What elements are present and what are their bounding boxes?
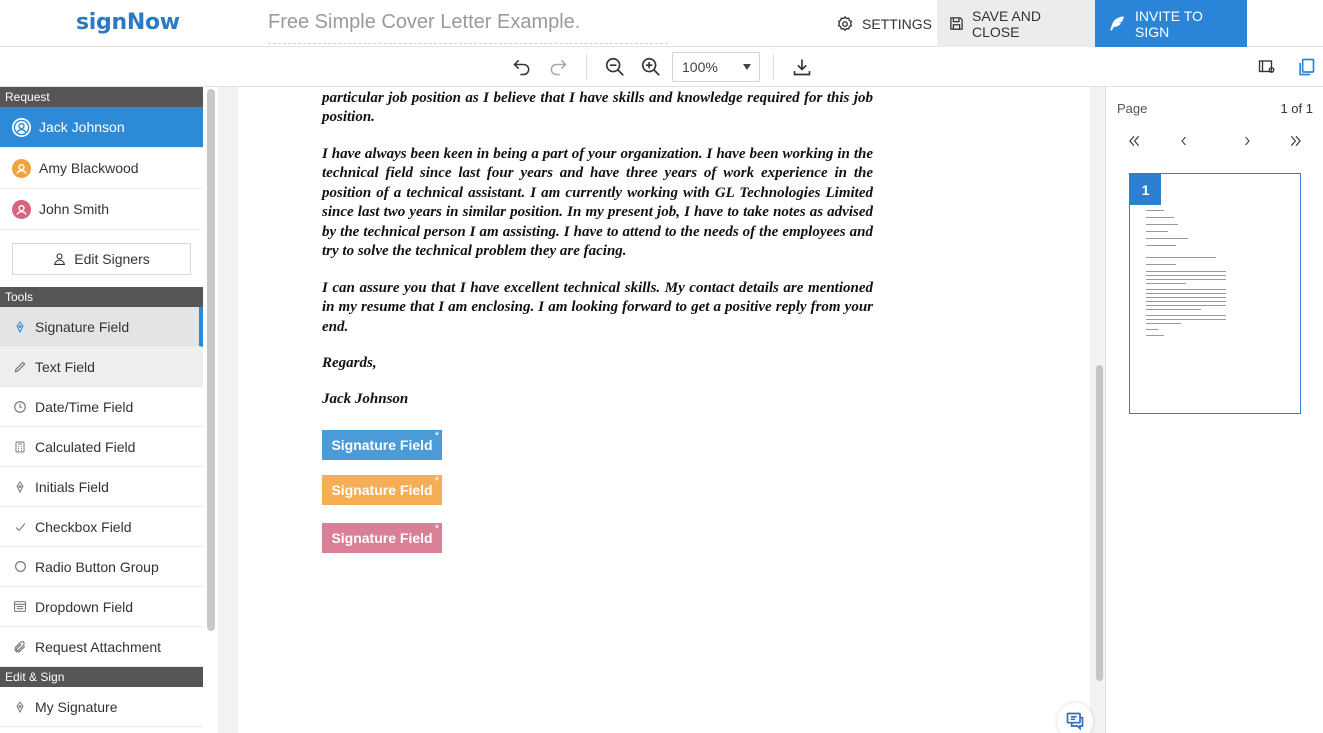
document-paragraph: I have always been keen in being a part of your organization. I have been working in the technical field since last four years and have three years of work experience in the position of a technical assistant. I am currently working with GL Technologies Limited since last two years in similar position. In my present job, I have to take notes as advised by the technical person I am assisting. I have to attend to the needs of the employees and try to solve the technical problem they are facing.: [322, 146, 873, 260]
tool-label: Calculated Field: [35, 438, 136, 455]
user-avatar-icon: [12, 200, 31, 219]
radio-circle-icon: [13, 560, 27, 574]
signature-field-john-smith[interactable]: [322, 523, 442, 553]
tool-label: Request Attachment: [35, 638, 162, 655]
copy-pages-icon: [1296, 57, 1316, 77]
pencil-icon: [13, 360, 27, 374]
edit-signers-label: Edit Signers: [74, 251, 150, 267]
page-count: 1 of 1: [1280, 101, 1313, 116]
zoom-in-icon: [640, 56, 662, 78]
toolbar-divider: [586, 54, 587, 80]
undo-button[interactable]: [510, 55, 534, 79]
zoom-level-select[interactable]: [672, 52, 760, 82]
edit-signers-button[interactable]: [12, 243, 191, 275]
signnow-logo[interactable]: signNow: [76, 10, 180, 35]
pages-panel: [1105, 87, 1323, 733]
thumbnail-text-line: [1146, 257, 1216, 258]
pen-nib-icon: [13, 480, 27, 494]
left-sidebar: [0, 87, 218, 733]
feather-quill-icon: [1107, 15, 1127, 33]
thumbnail-text-line: [1146, 305, 1226, 306]
tool-checkbox-field[interactable]: [0, 507, 203, 547]
settings-button[interactable]: [824, 0, 936, 47]
invite-to-sign-button[interactable]: [1095, 0, 1247, 47]
top-header: [0, 0, 1323, 47]
thumbnail-text-line: [1146, 210, 1164, 211]
required-asterisk: *: [434, 523, 439, 535]
tool-label: Dropdown Field: [35, 598, 134, 615]
document-scrollbar[interactable]: [1096, 365, 1103, 681]
tool-label: Signature Field: [35, 318, 130, 335]
tool-dropdown-field[interactable]: [0, 587, 203, 627]
request-section-heading: Request: [0, 87, 203, 107]
edit-and-sign-section-heading: Edit & Sign: [0, 667, 203, 687]
thumbnail-text-line: [1146, 271, 1226, 272]
double-chevron-right-icon: [1288, 134, 1304, 148]
first-page-button[interactable]: [1124, 131, 1144, 151]
page-label: Page: [1117, 101, 1148, 116]
tool-label: Initials Field: [35, 478, 109, 495]
zoom-level-value: 100%: [682, 59, 718, 75]
pen-nib-icon: [13, 700, 27, 714]
thumbnail-text-line: [1146, 301, 1226, 302]
floppy-disk-icon: [949, 16, 964, 31]
thumbnail-text-line: [1146, 323, 1181, 324]
chevron-right-icon: [1241, 134, 1253, 148]
gear-icon: [836, 15, 854, 33]
document-closing: Regards,: [322, 355, 377, 371]
thumbnail-text-line: [1146, 279, 1226, 280]
signer-name: John Smith: [39, 201, 110, 217]
user-avatar-icon: [12, 118, 31, 137]
toolbar-divider: [773, 54, 774, 80]
user-outline-icon: [53, 252, 66, 266]
thumbnail-text-line: [1146, 289, 1226, 290]
double-chevron-left-icon: [1126, 134, 1142, 148]
signature-field-label: Signature Field: [331, 530, 433, 546]
document-settings-icon: [1257, 58, 1277, 76]
signature-field-amy-blackwood[interactable]: [322, 475, 442, 505]
sidebar-scrollbar[interactable]: [207, 89, 215, 631]
clock-icon: [13, 400, 27, 414]
tool-text-field[interactable]: [0, 347, 203, 387]
download-icon: [792, 57, 812, 77]
chevron-left-icon: [1178, 134, 1190, 148]
tool-calculated-field[interactable]: [0, 427, 203, 467]
signature-field-label: Signature Field: [331, 482, 433, 498]
thumbnail-text-line: [1146, 238, 1188, 239]
page-thumbnail[interactable]: [1129, 173, 1301, 414]
tool-my-signature[interactable]: [0, 687, 203, 727]
checkmark-icon: [13, 520, 27, 534]
calculator-icon: [13, 440, 27, 454]
chat-button[interactable]: [1057, 703, 1093, 733]
thumbnail-text-line: [1146, 293, 1226, 294]
settings-label: SETTINGS: [862, 15, 933, 32]
signer-amy-blackwood[interactable]: [0, 148, 203, 189]
invite-to-sign-label: INVITE TO SIGN: [1135, 7, 1203, 40]
paperclip-icon: [13, 640, 27, 654]
tool-label: Radio Button Group: [35, 558, 159, 575]
chat-bubbles-icon: [1064, 711, 1086, 731]
thumbnail-page-number: 1: [1130, 174, 1161, 205]
document-signature-name: Jack Johnson: [322, 391, 409, 407]
thumbnail-text-line: [1146, 264, 1176, 265]
previous-page-button[interactable]: [1174, 131, 1194, 151]
save-and-close-label: SAVE AND CLOSE: [972, 7, 1041, 40]
zoom-in-button[interactable]: [639, 55, 663, 79]
tool-label: My Signature: [35, 698, 118, 715]
document-settings-button[interactable]: [1255, 55, 1279, 79]
download-button[interactable]: [790, 55, 814, 79]
document-toolbar: [0, 47, 1323, 87]
document-title[interactable]: Free Simple Cover Letter Example.: [268, 11, 668, 44]
thumbnail-text-line: [1146, 329, 1158, 330]
document-viewport: [218, 87, 1105, 733]
thumbnail-text-line: [1146, 297, 1226, 298]
signer-name: Jack Johnson: [39, 119, 125, 135]
document-paragraph: particular job position as I believe that I have skills and knowledge required for this job position.: [322, 90, 873, 126]
tool-date-time-field[interactable]: [0, 387, 203, 427]
thumbnail-text-line: [1146, 217, 1174, 218]
thumbnail-text-line: [1146, 283, 1186, 284]
required-asterisk: *: [434, 475, 439, 487]
redo-button[interactable]: [546, 55, 570, 79]
tool-label: Checkbox Field: [35, 518, 132, 535]
signer-name: Amy Blackwood: [39, 160, 139, 176]
thumbnail-text-line: [1146, 319, 1226, 320]
signer-jack-johnson[interactable]: [0, 107, 203, 148]
zoom-out-icon: [604, 56, 626, 78]
tool-label: Text Field: [35, 358, 95, 375]
thumbnail-text-line: [1146, 231, 1168, 232]
thumbnail-text-line: [1146, 309, 1201, 310]
save-and-close-button[interactable]: [937, 0, 1095, 47]
undo-icon: [511, 57, 533, 77]
tool-signature-field[interactable]: [0, 307, 203, 347]
document-page: [238, 87, 1090, 733]
thumbnail-text-line: [1146, 335, 1164, 336]
signature-field-jack-johnson[interactable]: [322, 430, 442, 460]
zoom-out-button[interactable]: [603, 55, 627, 79]
thumbnail-text-line: [1146, 315, 1226, 316]
thumbnail-text-line: [1146, 245, 1176, 246]
tools-section-heading: Tools: [0, 287, 203, 307]
tool-initials-field[interactable]: [0, 467, 203, 507]
signer-john-smith[interactable]: [0, 189, 203, 230]
next-page-button[interactable]: [1237, 131, 1257, 151]
document-paragraph: I can assure you that I have excellent technical skills. My contact details are mentioned in my resume that I am enclosing. I am looking forward to get a positive reply from your end.: [322, 280, 873, 335]
tool-radio-button-group[interactable]: [0, 547, 203, 587]
pen-nib-icon: [13, 320, 27, 334]
tool-request-attachment[interactable]: [0, 627, 203, 667]
thumbnail-text-line: [1146, 275, 1226, 276]
page-thumbnails-toggle[interactable]: [1294, 55, 1318, 79]
signature-field-label: Signature Field: [331, 437, 433, 453]
tool-label: Date/Time Field: [35, 398, 134, 415]
last-page-button[interactable]: [1286, 131, 1306, 151]
redo-icon: [547, 57, 569, 77]
dropdown-list-icon: [13, 600, 27, 614]
required-asterisk: *: [434, 430, 439, 442]
thumbnail-text-line: [1146, 224, 1178, 225]
chevron-down-icon: [743, 64, 751, 70]
user-avatar-icon: [12, 159, 31, 178]
